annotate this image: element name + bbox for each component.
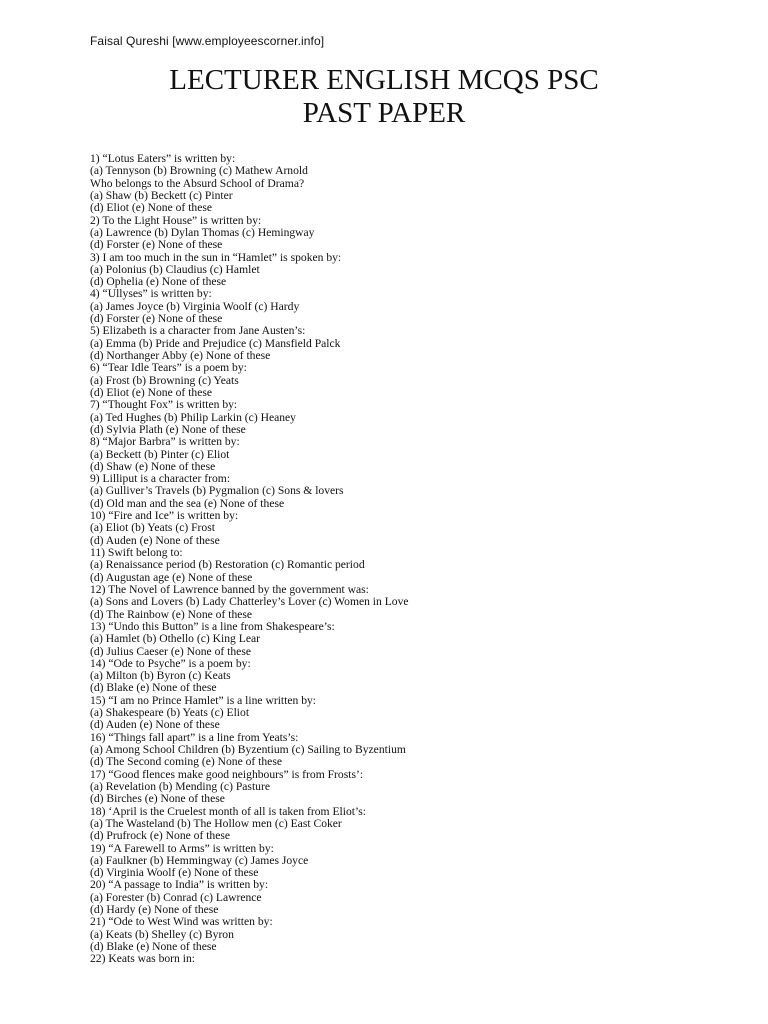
options-line: (d) Northanger Abby (e) None of these <box>90 349 271 362</box>
options-line: (a) Forester (b) Conrad (c) Lawrence <box>90 890 262 904</box>
options-line: (a) Emma (b) Pride and Prejudice (c) Mansfield Palck <box>90 336 341 350</box>
options-line: (d) Virginia Woolf (e) None of these <box>90 866 259 880</box>
question-line: 18) ‘April is the Cruelest month of all is taken from Eliot’s: <box>90 804 366 818</box>
question-line: 1) “Lotus Eaters” is written by: <box>90 152 236 165</box>
options-line: (d) Blake (e) None of these <box>90 681 217 695</box>
question-line: 9) Lilliput is a character from: <box>90 472 231 486</box>
options-line: (a) Lawrence (b) Dylan Thomas (c) Hemingway <box>90 225 315 239</box>
options-line: (d) Eliot (e) None of these <box>90 385 213 399</box>
options-line: (a) James Joyce (b) Virginia Woolf (c) Hardy <box>90 299 300 313</box>
options-line: (a) Renaissance period (b) Restoration (c) Romantic period <box>90 558 365 572</box>
options-line: (d) Birches (e) None of these <box>90 792 225 806</box>
question-line: 4) “Ullyses” is written by: <box>90 287 212 301</box>
options-line: (d) Eliot (e) None of these <box>90 201 213 215</box>
options-line: (d) The Rainbow (e) None of these <box>90 607 253 621</box>
options-line: (a) The Wasteland (b) The Hollow men (c) East Coker <box>90 816 342 830</box>
options-line: (a) Faulkner (b) Hemmingway (c) James Joyce <box>90 853 309 867</box>
options-line: (a) Among School Children (b) Byzentium (c) Sailing to Byzentium <box>90 743 406 756</box>
options-line: (a) Beckett (b) Pinter (c) Eliot <box>90 447 230 461</box>
question-line: 5) Elizabeth is a character from Jane Austen’s: <box>90 324 306 338</box>
options-line: (d) The Second coming (e) None of these <box>90 755 282 769</box>
question-line: 2) To the Light House” is written by: <box>90 213 262 227</box>
options-line: (a) Hamlet (b) Othello (c) King Lear <box>90 632 260 646</box>
question-line: 14) “Ode to Psyche” is a poem by: <box>90 656 251 670</box>
question-line: 12) The Novel of Lawrence banned by the government was: <box>90 582 369 596</box>
options-line: (d) Julius Caeser (e) None of these <box>90 644 251 658</box>
author-header: Faisal Qureshi [www.employeescorner.info] <box>90 34 325 48</box>
options-line: (d) Sylvia Plath (e) None of these <box>90 422 246 436</box>
question-line: 10) “Fire and Ice” is written by: <box>90 509 239 523</box>
question-line: 15) “I am no Prince Hamlet” is a line written by: <box>90 693 317 707</box>
question-line: 17) “Good flences make good neighbours” is from Frosts’: <box>90 767 364 781</box>
options-line: (d) Old man and the sea (e) None of these <box>90 496 285 510</box>
options-line: (a) Shaw (b) Beckett (c) Pinter <box>90 188 233 202</box>
options-line: (d) Blake (e) None of these <box>90 940 217 953</box>
question-line: 16) “Things fall apart” is a line from Yeats’s: <box>90 730 299 744</box>
options-line: (a) Shakespeare (b) Yeats (c) Eliot <box>90 706 250 720</box>
options-line: (d) Prufrock (e) None of these <box>90 829 231 843</box>
options-line: (a) Tennyson (b) Browning (c) Mathew Arnold <box>90 164 308 178</box>
question-line: 8) “Major Barbra” is written by: <box>90 435 240 449</box>
question-line: 7) “Thought Fox” is written by: <box>90 398 238 412</box>
question-line: 20) “A passage to India” is written by: <box>90 878 269 892</box>
options-line: (a) Ted Hughes (b) Philip Larkin (c) Heaney <box>90 410 296 424</box>
question-line: 13) “Undo this Button” is a line from Shakespeare’s: <box>90 619 335 633</box>
options-line: (d) Hardy (e) None of these <box>90 903 219 917</box>
options-line: (a) Revelation (b) Mending (c) Pasture <box>90 779 270 793</box>
options-line: (d) Auden (e) None of these <box>90 718 220 732</box>
options-line: (a) Polonius (b) Claudius (c) Hamlet <box>90 262 260 276</box>
options-line: (a) Milton (b) Byron (c) Keats <box>90 669 231 683</box>
options-line: (a) Sons and Lovers (b) Lady Chatterley’s Lover (c) Women in Love <box>90 595 409 609</box>
options-line: (d) Shaw (e) None of these <box>90 459 216 473</box>
question-line: 3) I am too much in the sun in “Hamlet” is spoken by: <box>90 250 342 264</box>
page-title <box>0 64 768 130</box>
title-line-1: LECTURER ENGLISH MCQS PSC <box>169 64 599 96</box>
title-line-2: PAST PAPER <box>302 97 466 129</box>
options-line: (a) Keats (b) Shelley (c) Byron <box>90 927 234 941</box>
options-line: (d) Forster (e) None of these <box>90 312 223 326</box>
question-line: 6) “Tear Idle Tears” is a poem by: <box>90 361 247 375</box>
options-line: (d) Augustan age (e) None of these <box>90 570 253 584</box>
options-line: (d) Ophelia (e) None of these <box>90 275 227 289</box>
options-line: (d) Auden (e) None of these <box>90 533 220 547</box>
question-line: Who belongs to the Absurd School of Drama? <box>90 176 305 190</box>
mcq-list <box>90 153 750 966</box>
options-line: (a) Gulliver’s Travels (b) Pygmalion (c) Sons & lovers <box>90 484 344 498</box>
question-line: 22) Keats was born in: <box>90 952 195 966</box>
options-line: (d) Forster (e) None of these <box>90 238 223 252</box>
question-line: 19) “A Farewell to Arms” is written by: <box>90 841 274 855</box>
options-line: (a) Frost (b) Browning (c) Yeats <box>90 373 239 387</box>
question-line: 11) Swift belong to: <box>90 546 183 559</box>
options-line: (a) Eliot (b) Yeats (c) Frost <box>90 521 215 535</box>
question-line: 21) “Ode to West Wind was written by: <box>90 915 273 929</box>
